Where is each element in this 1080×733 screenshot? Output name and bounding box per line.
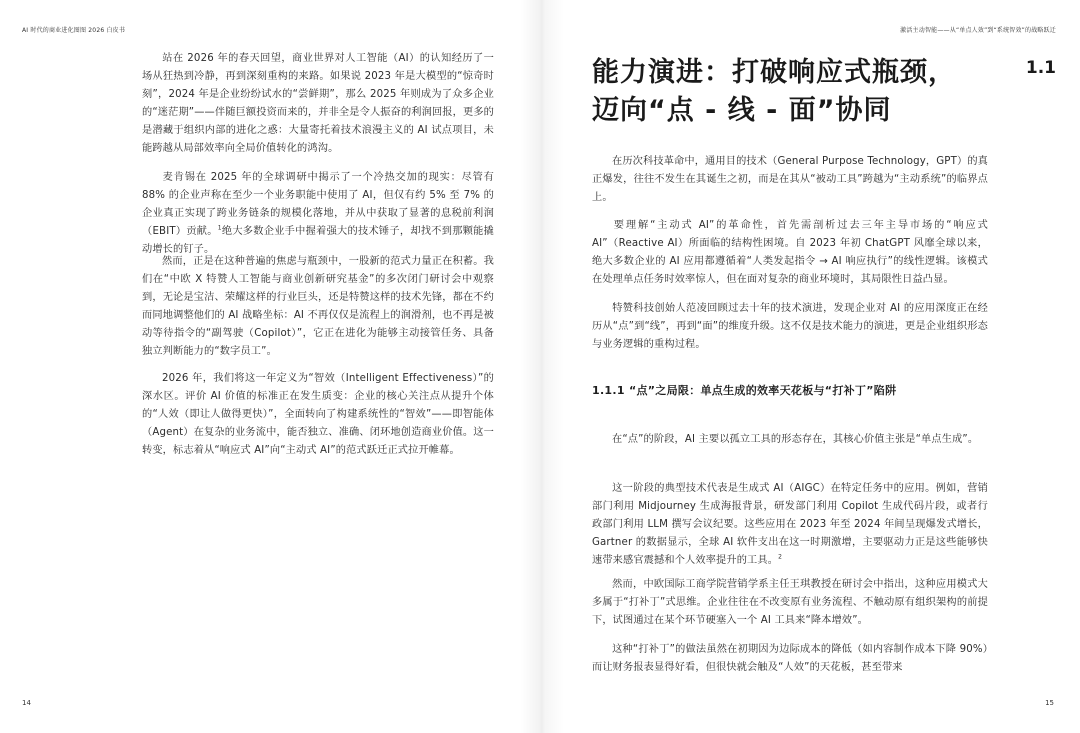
right-page: [540, 0, 1080, 733]
section-title: 1.1.1 “点”之局限：单点生成的效率天花板与“打补丁”陷阱: [592, 384, 897, 397]
footnote-marker: 2: [778, 553, 783, 561]
right-paragraph: [592, 217, 988, 289]
chapter-title-line2: 迈向“点 - 线 - 面”协同: [592, 95, 892, 126]
right-paragraph-text: 然而，中欧国际工商学院营销学系主任王琪教授在研讨会中指出，这种应用模式大多属于“打补丁”式思维。企业往往在不改变原有业务流程、不触动原有组织架构的前提下，试图通过在某个环节硬塞入一个 AI 工具来“降本增效”。: [592, 579, 988, 626]
left-running-head: AI 时代的商业进化图图 2026 白皮书: [22, 27, 126, 34]
right-paragraph: [592, 480, 988, 570]
right-page-number: 15: [1045, 699, 1054, 707]
right-running-head: 激活主动智能——从“单点人效”到“系统智效”的战略跃迁: [900, 27, 1056, 34]
right-paragraph-text: 这一阶段的典型技术代表是生成式 AI（AIGC）在特定任务中的应用。例如，营销部门利用 Midjourney 生成海报背景，研发部门利用 Copilot 生成代码片段，或者行政部门利用 LLM 撰写会议纪要。这些应用在 2023 年至 2024 年间呈现爆发式增长，Gartner 的数据显示，全球 AI 软件支出在这一时期激增，主要驱动力正是这些能够快速带来感官震撼和个人效率提升的工具。: [592, 483, 988, 566]
left-paragraph-text: 2026 年，我们将这一年定义为“智效（Intelligent Effectiveness）”的深水区。评价 AI 价值的标准正在发生质变：企业的核心关注点从提升个体的“人效（即让人做得更快）”，全面转向了构建系统性的“智效”——即智能体（Agent）在复杂的业务流中，能否独立、准确、闭环地创造商业价值。这一转变，标志着从“响应式 AI”向“主动式 AI”的范式跃迁正式拉开帷幕。: [142, 373, 494, 456]
chapter-title: [592, 54, 962, 130]
left-paragraph: [142, 370, 494, 460]
left-paragraph: [142, 253, 494, 361]
left-paragraph-text: 绝大多数企业手中握着强大的技术锤子，却找不到那颗能撬动增长的钉子。: [142, 226, 494, 255]
chapter-number: 1.1: [1025, 58, 1056, 78]
right-paragraph: [592, 153, 988, 207]
right-paragraph-text: 这种“打补丁”的做法虽然在初期因为边际成本的降低（如内容制作成本下降 90%）而让财务报表显得好看，但很快就会触及“人效”的天花板，甚至带来: [592, 644, 988, 673]
left-paragraph: [142, 169, 494, 259]
right-paragraph: [592, 641, 988, 677]
right-paragraph-text: 在“点”的阶段，AI 主要以孤立工具的形态存在，其核心价值主张是“单点生成”。: [612, 434, 979, 445]
footnote-marker: 1: [217, 224, 222, 232]
left-paragraph-text: 麦肯锡在 2025 年的全球调研中揭示了一个冷热交加的现实：尽管有 88% 的企业声称在至少一个业务职能中使用了 AI，但仅有约 5% 至 7% 的企业真正实现了跨业务链条的规模化落地，并从中获取了显著的息税前利润（EBIT）贡献。: [142, 172, 494, 237]
left-paragraph-text: 站在 2026 年的春天回望，商业世界对人工智能（AI）的认知经历了一场从狂热到冷静，再到深刻重构的来路。如果说 2023 年是大模型的“惊奇时刻”，2024 年是企业纷纷试水的“尝鲜期”，那么 2025 年则成为了众多企业的“迷茫期”——伴随巨额投资而来的，并非全是令人振奋的利润回报，更多的是潜藏于组织内部的进化之惑：大量寄托着技术浪漫主义的 AI 试点项目，未能跨越从局部效率向全局价值转化的鸿沟。: [142, 53, 494, 154]
right-paragraph: [592, 300, 988, 354]
right-paragraph-text: 在历次科技革命中，通用目的技术（General Purpose Technology，GPT）的真正爆发，往往不发生在其诞生之初，而是在其从“被动工具”跨越为“主动系统”的临界点上。: [592, 156, 988, 203]
right-paragraph: [592, 431, 988, 449]
right-paragraph-text: 要理解“主动式 AI”的革命性，首先需剖析过去三年主导市场的“响应式 AI”（Reactive AI）所面临的结构性困境。自 2023 年初 ChatGPT 风靡全球以来，绝大多数企业的 AI 应用都遵循着“人类发起指令 → AI 响应执行”的线性逻辑。该模式在处理单点任务时效率惊人，但在面对复杂的商业环境时，其局限性日益凸显。: [592, 220, 988, 285]
left-paragraph-text: 然而，正是在这种普遍的焦虑与瓶颈中，一股新的范式力量正在积蓄。我们在“中欧 X 特赞人工智能与商业创新研究基金”的多次闭门研讨会中观察到，无论是宝洁、荣耀这样的行业巨头，还是特赞这样的技术先锋，都在不约而同地调整他们的 AI 战略坐标：AI 不再仅仅是流程上的润滑剂，也不再是被动等待指令的“副驾驶（Copilot）”，它正在进化为能够主动接管任务、具备独立判断能力的“数字员工”。: [142, 256, 494, 357]
left-page-number: 14: [22, 699, 31, 707]
right-paragraph-text: 特赞科技创始人范凌回顾过去十年的技术演进，发现企业对 AI 的应用深度正在经历从“点”到“线”，再到“面”的维度升级。这不仅是技术能力的演进，更是企业组织形态与业务逻辑的重构过程。: [592, 303, 988, 350]
chapter-title-line1: 能力演进：打破响应式瓶颈，: [592, 57, 956, 88]
right-paragraph: [592, 576, 988, 630]
left-paragraph: [142, 50, 494, 158]
